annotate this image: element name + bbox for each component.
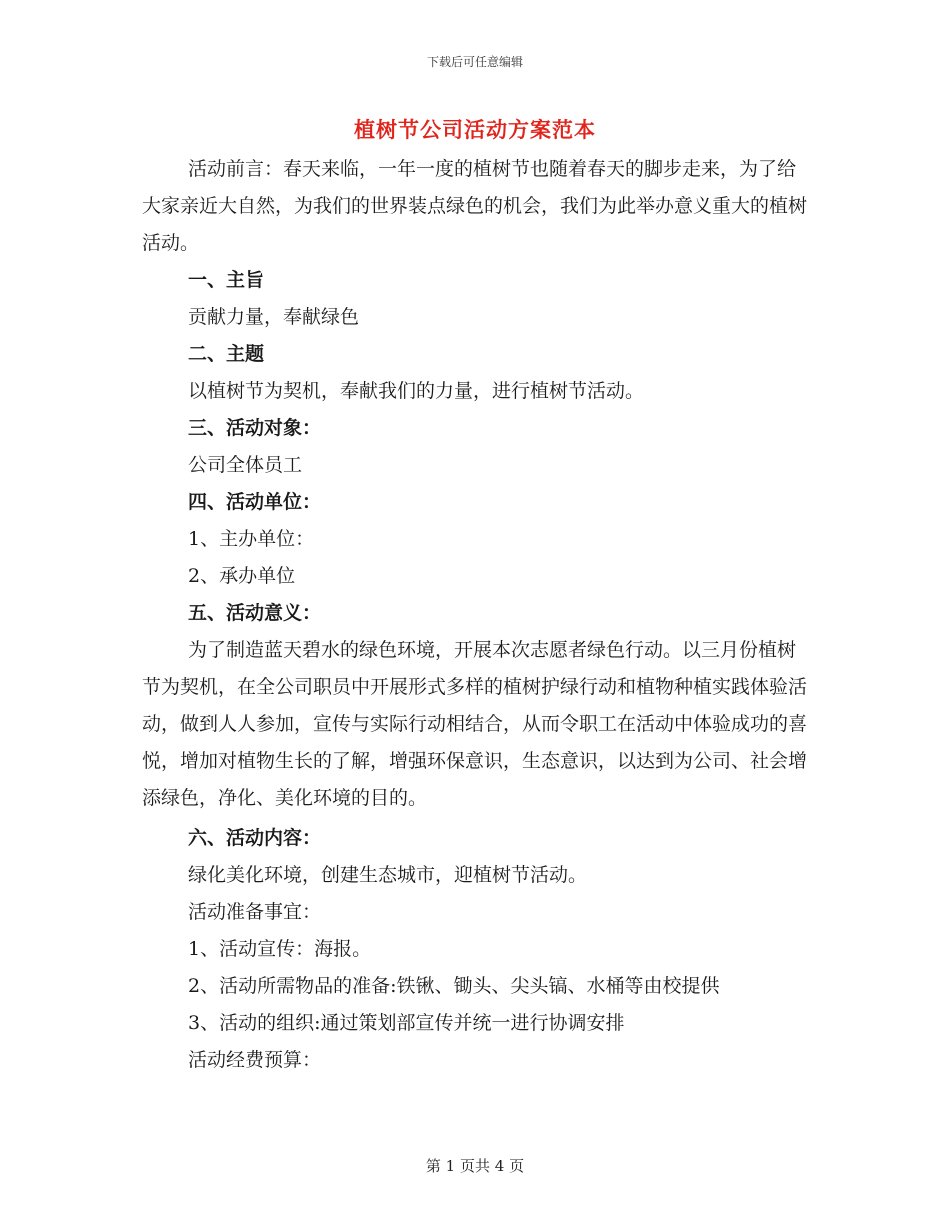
- section-text-purpose: 贡献力量，奉献绿色: [188, 306, 360, 328]
- section-heading-significance: 五、活动意义：: [188, 602, 322, 624]
- prep-heading: 活动准备事宜：: [188, 901, 322, 923]
- intro-paragraph: 活动前言：春天来临，一年一度的植树节也随着春天的脚步走来，为了给大家亲近大自然，为我们的世界装点绿色的机会，我们为此举办意义重大的植树活动。: [142, 158, 808, 254]
- section-heading-audience: 三、活动对象：: [188, 417, 322, 439]
- document-title: 植树节公司活动方案范本: [354, 117, 596, 142]
- header-note: 下载后可任意编辑: [426, 55, 523, 69]
- section-text-significance: 为了制造蓝天碧水的绿色环境，开展本次志愿者绿色行动。以三月份植树节为契机，在全公司职员中开展形式多样的植树护绿行动和植物种植实践体验活动，做到人人参加，宣传与实际行动相结合，从而令职工在活动中体验成功的喜悦，增加对植物生长的了解，增强环保意识，生态意识，以达到为公司、社会增添绿色，净化、美化环境的目的。: [142, 639, 808, 809]
- units-item-host: 2、承办单位: [188, 565, 296, 587]
- section-heading-purpose: 一、主旨: [188, 269, 265, 291]
- section-text-content: 绿化美化环境，创建生态城市，迎植树节活动。: [188, 864, 588, 886]
- prep-item-organization: 3、活动的组织:通过策划部宣传并统一进行协调安排: [188, 1012, 625, 1034]
- section-heading-units: 四、活动单位：: [188, 491, 322, 513]
- section-heading-theme: 二、主题: [188, 343, 265, 365]
- page-footer: 第 1 页共 4 页: [425, 1157, 525, 1175]
- section-text-audience: 公司全体员工: [188, 454, 303, 476]
- document-body: [142, 151, 807, 1079]
- prep-item-materials: 2、活动所需物品的准备:铁锹、锄头、尖头镐、水桶等由校提供: [188, 975, 720, 997]
- units-item-organizer: 1、主办单位：: [188, 528, 315, 550]
- prep-item-publicity: 1、活动宣传：海报。: [188, 938, 372, 960]
- budget-heading: 活动经费预算：: [188, 1049, 322, 1071]
- section-heading-content: 六、活动内容：: [188, 827, 322, 849]
- section-text-theme: 以植树节为契机，奉献我们的力量，进行植树节活动。: [188, 380, 645, 402]
